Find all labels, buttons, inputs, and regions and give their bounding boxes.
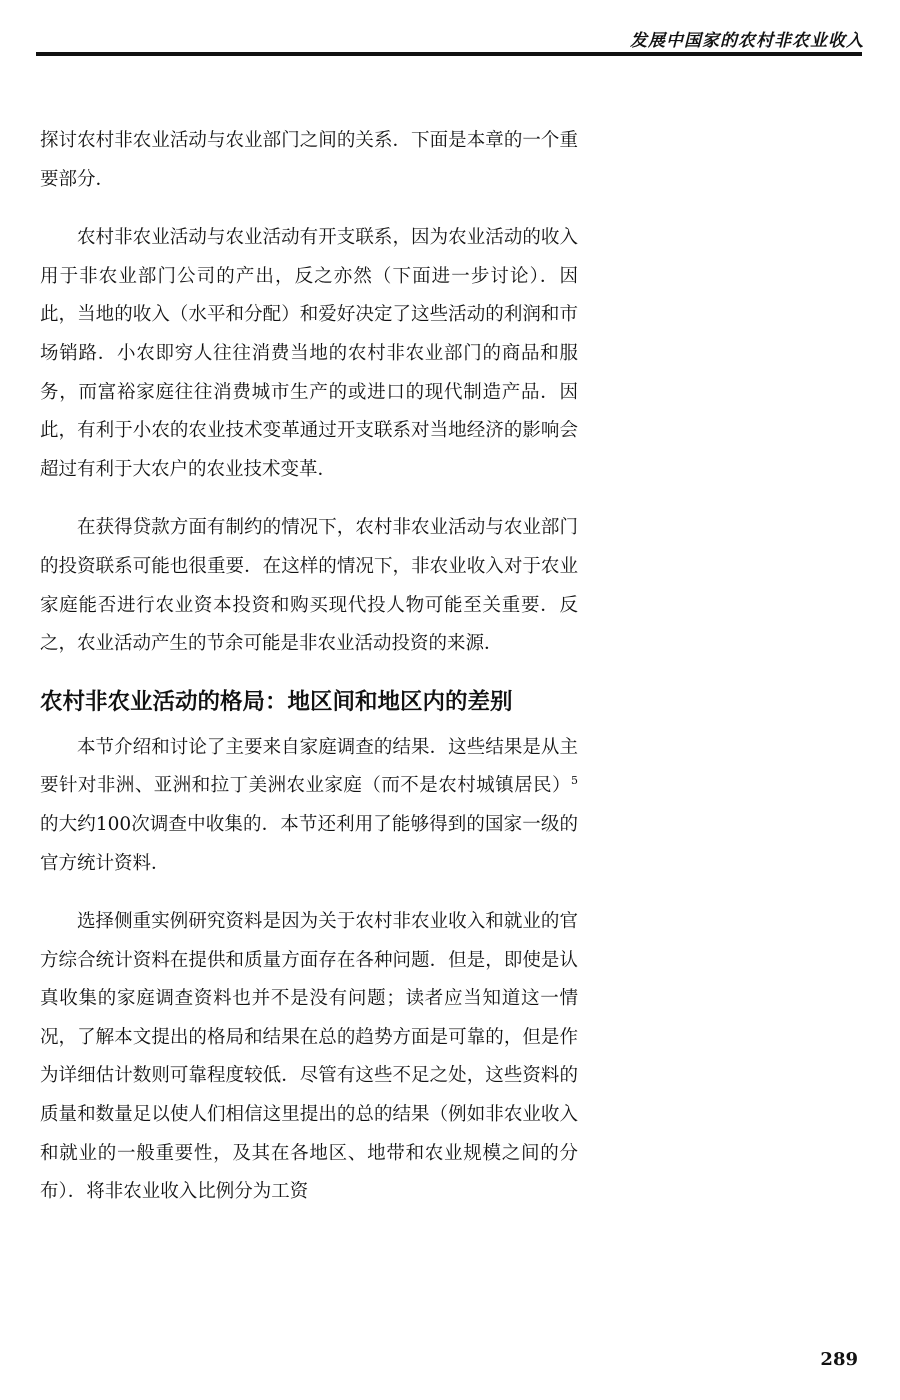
page-body <box>40 122 578 1232</box>
page-number: 289 <box>820 1349 858 1370</box>
header-rule <box>36 52 862 56</box>
paragraph-continued: 探讨农村非农业活动与农业部门之间的关系．下面是本章的一个重要部分． <box>40 130 578 190</box>
paragraph-text: 本节介绍和讨论了主要来自家庭调查的结果．这些结果是从主要针对非洲、亚洲和拉丁美洲农业家庭（而不是农村城镇居民） <box>40 736 578 797</box>
paragraph-text: 的大约100次调查中收集的．本节还利用了能够得到的国家一级的官方统计资料． <box>40 813 578 874</box>
section-heading: 农村非农业活动的格局：地区间和地区内的差别 <box>40 688 513 715</box>
running-header: 发展中国家的农村非农业收入 <box>630 31 864 51</box>
footnote-marker: 5 <box>571 774 578 788</box>
paragraph-section-intro <box>40 729 578 883</box>
paragraph-expenditure-linkages: 农村非农业活动与农业活动有开支联系，因为农业活动的收入用于非农业部门公司的产出，反之亦然（下面进一步讨论）．因此，当地的收入（水平和分配）和爱好决定了这些活动的利润和市场销路．小农即穷人往往消费当地的农村非农业部门的商品和服务，而富裕家庭往往消费城市生产的或进口的现代制造产品．因此，有利于小农的农业技术变革通过开支联系对当地经济的影响会超过有利于大农户的农业技术变革． <box>40 227 578 480</box>
paragraph-investment-linkages: 在获得贷款方面有制约的情况下，农村非农业活动与农业部门的投资联系可能也很重要．在这样的情况下，非农业收入对于农业家庭能否进行农业资本投资和购买现代投人物可能至关重要．反之，农业活动产生的节余可能是非农业活动投资的来源． <box>40 517 578 655</box>
paragraph-data-sources: 选择侧重实例研究资料是因为关于农村非农业收入和就业的官方综合统计资料在提供和质量方面存在各种问题．但是，即使是认真收集的家庭调查资料也并不是没有问题；读者应当知道这一情况，了解本文提出的格局和结果在总的趋势方面是可靠的，但是作为详细估计数则可靠程度较低．尽管有这些不足之处，这些资料的质量和数量足以使人们相信这里提出的总的结果（例如非农业收入和就业的一般重要性，及其在各地区、地带和农业规模之间的分布）．将非农业收入比例分为工资 <box>40 911 578 1203</box>
